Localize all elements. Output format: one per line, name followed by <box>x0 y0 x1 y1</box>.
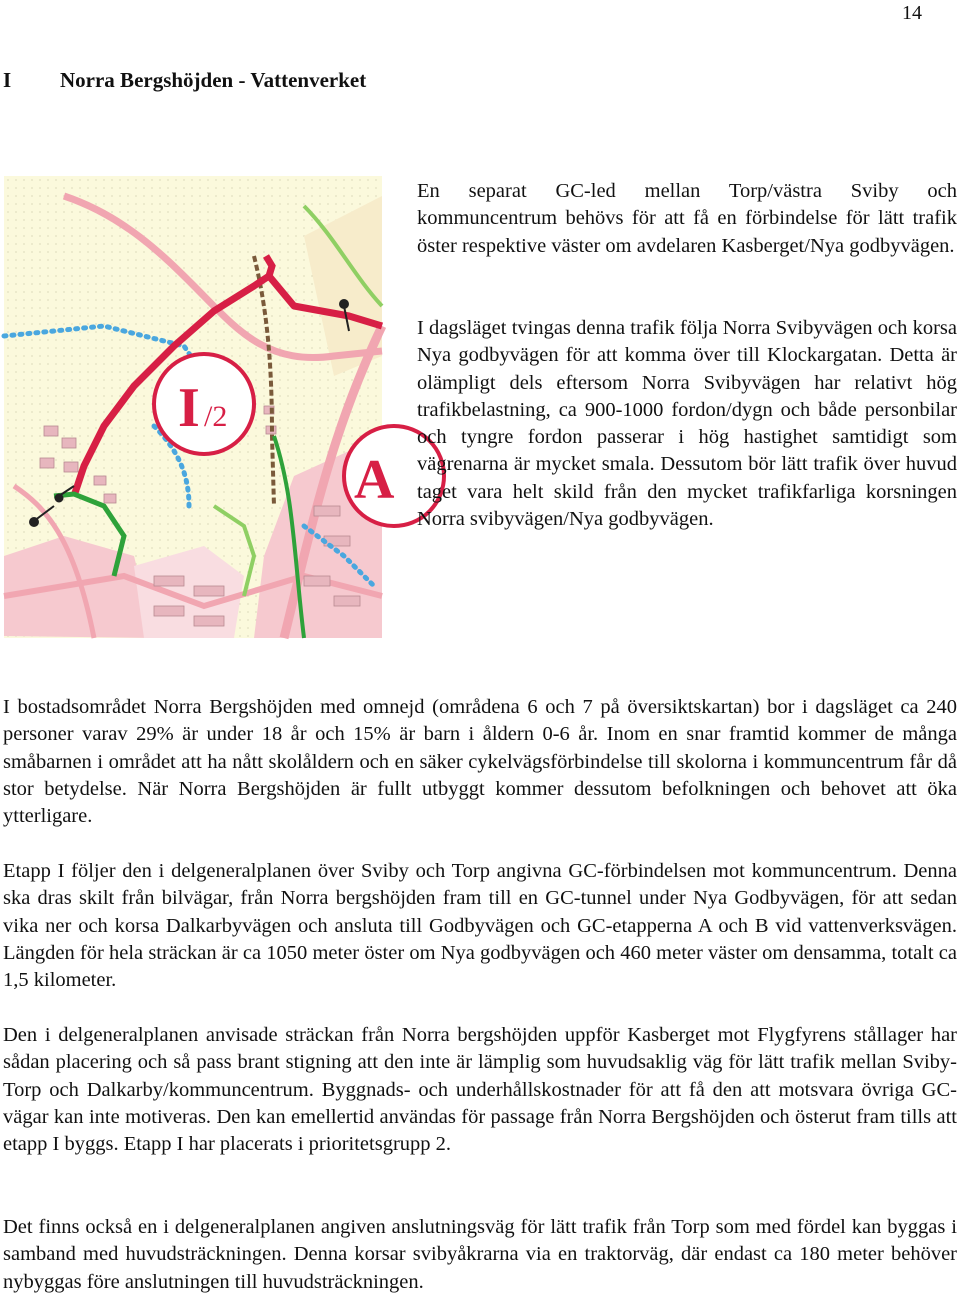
paragraph-4: Etapp I följer den i delgeneralplanen över Sviby och Torp angivna GC-förbindelsen mot kommuncentrum. Denna ska dras skilt från bilvägar, från Norra bergshöjden fram till en GC-tunnel under Nya Godbyvägen, för att sedan vika ner och korsa Dalkarbyvägen och ansluta till Godbyvägen och GC-etapperna A och B vid vattenverksvägen. Längden för hela sträckan är ca 1050 meter öster om Nya godbyvägen och 460 meter väster om densamma, totalt ca 1,5 kilometer. <box>3 860 957 992</box>
paragraph-6: Det finns också en i delgeneralplanen angiven anslutningsväg för lätt trafik från Torp som med fördel kan byggas i samband med huvudsträckningen. Denna korsar svibyåkrarna via en traktorväg, där endast ca 180 meter behöver nybyggas före anslutningen till huvudsträckningen. <box>3 1216 957 1293</box>
section-number: I <box>3 68 12 92</box>
section-title: Norra Bergshöjden - Vattenverket <box>60 68 367 92</box>
route-map <box>4 176 395 638</box>
paragraph-1: En separat GC-led mellan Torp/västra Sviby och kommuncentrum behövs för att få en förbindelse för lätt trafik öster respektive väster om avdelaren Kasberget/Nya godbyvägen. <box>417 180 957 257</box>
paragraph-2: I dagsläget tvingas denna trafik följa Norra Svibyvägen och korsa Nya godbyvägen för att komma över till Klockargatan. Detta är olämpligt dels eftersom Norra Svibyvägen har relativt hög trafikbelastning, ca 900-1000 fordon/dygn och både personbilar och tyngre fordon passerar i hög hastighet samtidigt som vägrenarna är mycket smala. Dessutom bör lätt trafik över huvud taget vara helt skild från den mycket trafikfarliga korsningen Norra svibyvägen/Nya godbyvägen. <box>417 317 957 531</box>
map-label-a: A <box>354 449 395 511</box>
section-heading <box>3 68 366 93</box>
map-label-sub: /2 <box>204 400 228 433</box>
map-graphic <box>4 176 395 638</box>
paragraph-3: I bostadsområdet Norra Bergshöjden med omnejd (områdena 6 och 7 på översiktskartan) bor i dagsläget ca 240 personer varav 29% är under 18 år och 15% är barn i åldern 0-6 år. Inom en snar framtid kommer de många småbarnen i området att ha nått skolåldern och en säker cykelvägsförbindelse till skolorna i kommuncentrum får då stor betydelse. När Norra Bergshöjden är fullt utbyggt kommer dessutom befolkningen och behovet att öka ytterligare. <box>3 696 957 828</box>
page-number: 14 <box>902 2 922 24</box>
paragraph-5: Den i delgeneralplanen anvisade sträckan från Norra bergshöjden uppför Kasberget mot Flygfyrens stållager har sådan placering och så pass brant stigning att den inte är lämplig som huvudsaklig väg för lätt trafik mellan Sviby-Torp och Dalkarby/kommuncentrum. Byggnads- och underhållskostnader för att få den att motsvara övriga GC-vägar kan inte motiveras. Den kan emellertid användas för passage från Norra Bergshöjden och österut fram tills att etapp I byggs. Etapp I har placerats i prioritetsgrupp 2. <box>3 1024 957 1156</box>
map-label-main: I <box>178 377 200 439</box>
